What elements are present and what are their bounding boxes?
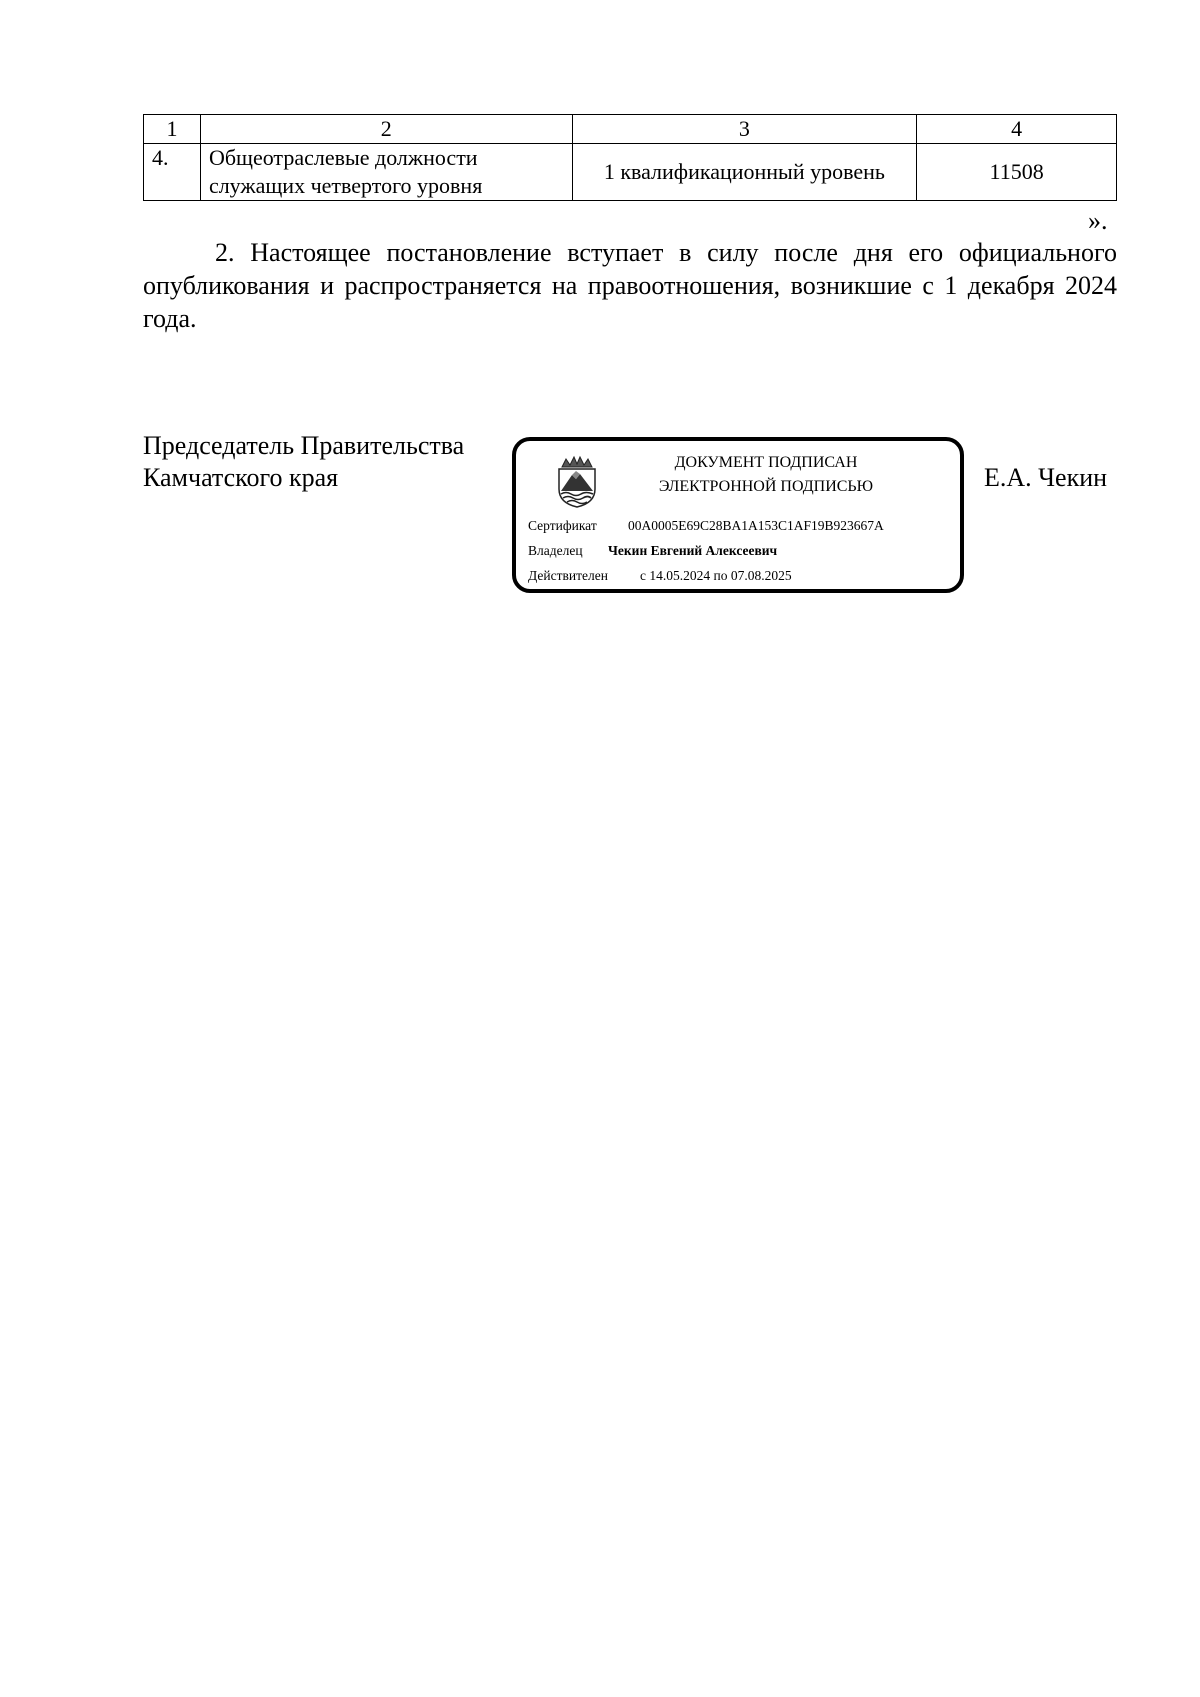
table-header-cell: 2 <box>200 115 572 144</box>
table-row <box>144 144 1117 201</box>
salary-amount: 11508 <box>917 144 1117 201</box>
row-number: 4. <box>144 144 201 201</box>
qualification-level: 1 квалификационный уровень <box>572 144 917 201</box>
stamp-validity-line <box>528 567 792 585</box>
stamp-heading <box>616 451 916 499</box>
clause-paragraph: 2. Настоящее постановление вступает в силу после дня его официального опубликования и распространяется на правоотношения, возникшие с 1 декабря 2024 года. <box>143 238 1117 333</box>
owner-label: Владелец <box>528 543 583 558</box>
certificate-value: 00A0005E69C28BA1A153C1AF19B923667A <box>628 518 884 533</box>
stamp-owner-line <box>528 542 777 560</box>
closing-quote: ». <box>1088 206 1108 235</box>
coat-of-arms-icon <box>554 455 600 509</box>
stamp-heading-line: ДОКУМЕНТ ПОДПИСАН <box>674 454 858 471</box>
signatory-title <box>143 430 464 494</box>
signatory-title-line: Камчатского края <box>143 463 339 492</box>
position-group-line: служащих четвертого уровня <box>208 173 483 198</box>
table-header-cell: 1 <box>144 115 201 144</box>
validity-label: Действителен <box>528 568 608 583</box>
table-header-cell: 3 <box>572 115 917 144</box>
validity-value: с 14.05.2024 по 07.08.2025 <box>640 568 792 583</box>
electronic-signature-stamp <box>512 437 964 593</box>
signatory-title-line: Председатель Правительства <box>143 431 465 460</box>
signatory-name: Е.А. Чекин <box>984 463 1108 492</box>
position-group <box>200 144 572 201</box>
table-header-cell: 4 <box>917 115 1117 144</box>
position-group-line: Общеотраслевые должности <box>208 145 478 170</box>
stamp-heading-line: ЭЛЕКТРОННОЙ ПОДПИСЬЮ <box>658 478 874 495</box>
table-header-row <box>144 115 1117 144</box>
certificate-label: Сертификат <box>528 518 597 533</box>
salary-table <box>143 114 1117 201</box>
owner-value: Чекин Евгений Алексеевич <box>608 543 778 558</box>
stamp-certificate-line <box>528 517 884 535</box>
